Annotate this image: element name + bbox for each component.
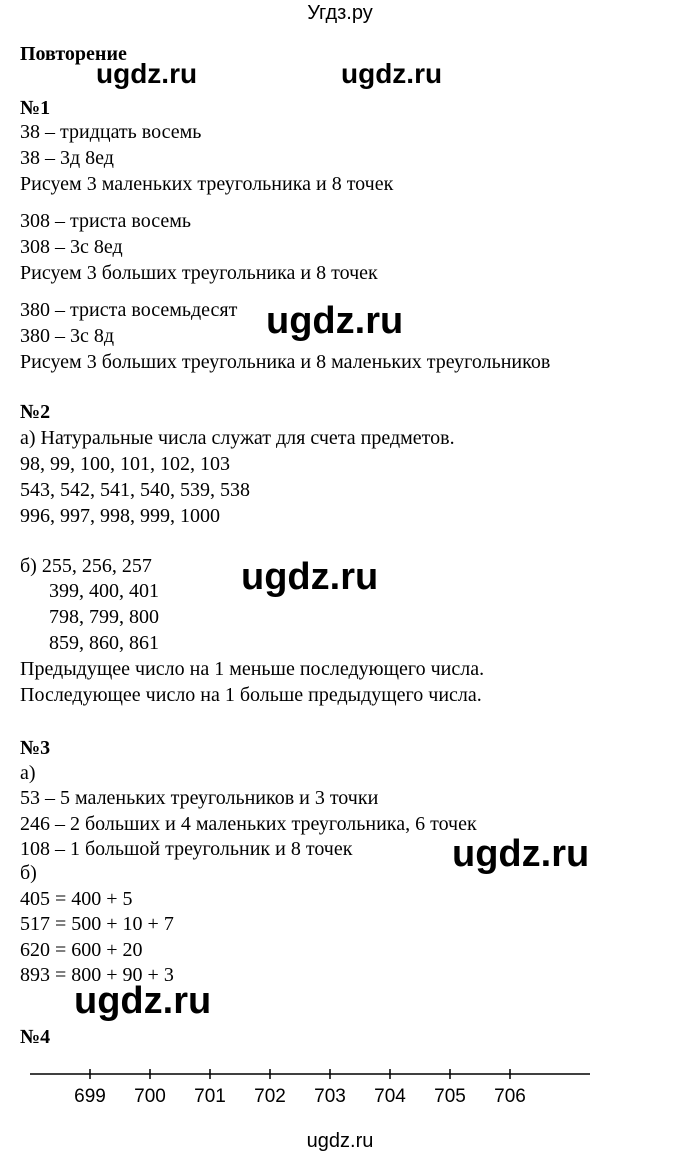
task-3-line: 108 – 1 большой треугольник и 8 точек xyxy=(20,838,353,860)
task-2-line: Последующее число на 1 больше предыдущего числа. xyxy=(20,684,482,706)
number-line-label: 701 xyxy=(194,1086,226,1106)
watermark: ugdz.ru xyxy=(452,833,590,875)
watermark: ugdz.ru xyxy=(241,556,379,598)
task-2-line: 859, 860, 861 xyxy=(49,632,159,654)
task-3-line: а) xyxy=(20,762,36,784)
task-4-heading: №4 xyxy=(20,1026,51,1048)
number-line-label: 704 xyxy=(374,1086,406,1106)
task-1-line: 38 – 3д 8ед xyxy=(20,147,114,169)
task-2-line: а) Натуральные числа служат для счета предметов. xyxy=(20,427,455,449)
task-1-line: 308 – 3с 8ед xyxy=(20,236,123,258)
task-2-heading: №2 xyxy=(20,401,51,423)
task-3-line: 405 = 400 + 5 xyxy=(20,888,133,910)
task-2-line: 798, 799, 800 xyxy=(49,606,159,628)
number-line-label: 706 xyxy=(494,1086,526,1106)
task-2-line: 98, 99, 100, 101, 102, 103 xyxy=(20,453,230,475)
site-footer[interactable]: ugdz.ru xyxy=(306,1130,374,1152)
task-1-line: Рисуем 3 маленьких треугольника и 8 точек xyxy=(20,173,394,195)
task-2-line: 399, 400, 401 xyxy=(49,580,159,602)
task-3-line: 517 = 500 + 10 + 7 xyxy=(20,913,174,935)
watermark: ugdz.ru xyxy=(74,980,212,1022)
task-1-line: 380 – триста восемьдесят xyxy=(20,299,238,321)
number-line-label: 703 xyxy=(314,1086,346,1106)
task-3-line: 620 = 600 + 20 xyxy=(20,939,143,961)
number-line xyxy=(30,1066,600,1106)
number-line-label: 700 xyxy=(134,1086,166,1106)
watermark: ugdz.ru xyxy=(266,300,404,342)
number-line-label: 702 xyxy=(254,1086,286,1106)
task-1-line: Рисуем 3 больших треугольника и 8 точек xyxy=(20,262,378,284)
task-3-line: б) xyxy=(20,862,37,884)
number-line-label: 699 xyxy=(74,1086,106,1106)
task-3-heading: №3 xyxy=(20,737,51,759)
task-2-line: б) 255, 256, 257 xyxy=(20,555,152,577)
task-1-line: Рисуем 3 больших треугольника и 8 маленьких треугольников xyxy=(20,351,551,373)
task-1-heading: №1 xyxy=(20,97,51,119)
task-2-line: Предыдущее число на 1 меньше последующего числа. xyxy=(20,658,485,680)
task-3-line: 246 – 2 больших и 4 маленьких треугольника, 6 точек xyxy=(20,813,477,835)
task-1-line: 308 – триста восемь xyxy=(20,210,192,232)
number-line-label: 705 xyxy=(434,1086,466,1106)
task-2-line: 543, 542, 541, 540, 539, 538 xyxy=(20,479,250,501)
task-1-line: 38 – тридцать восемь xyxy=(20,121,202,143)
watermark: ugdz.ru xyxy=(96,58,198,89)
watermark: ugdz.ru xyxy=(341,58,443,89)
section-title: Повторение xyxy=(20,43,127,65)
task-2-line: 996, 997, 998, 999, 1000 xyxy=(20,505,220,527)
site-header[interactable]: Угдз.ру xyxy=(307,2,373,24)
task-3-line: 893 = 800 + 90 + 3 xyxy=(20,964,174,986)
task-1-line: 380 – 3с 8д xyxy=(20,325,115,347)
task-3-line: 53 – 5 маленьких треугольников и 3 точки xyxy=(20,787,379,809)
